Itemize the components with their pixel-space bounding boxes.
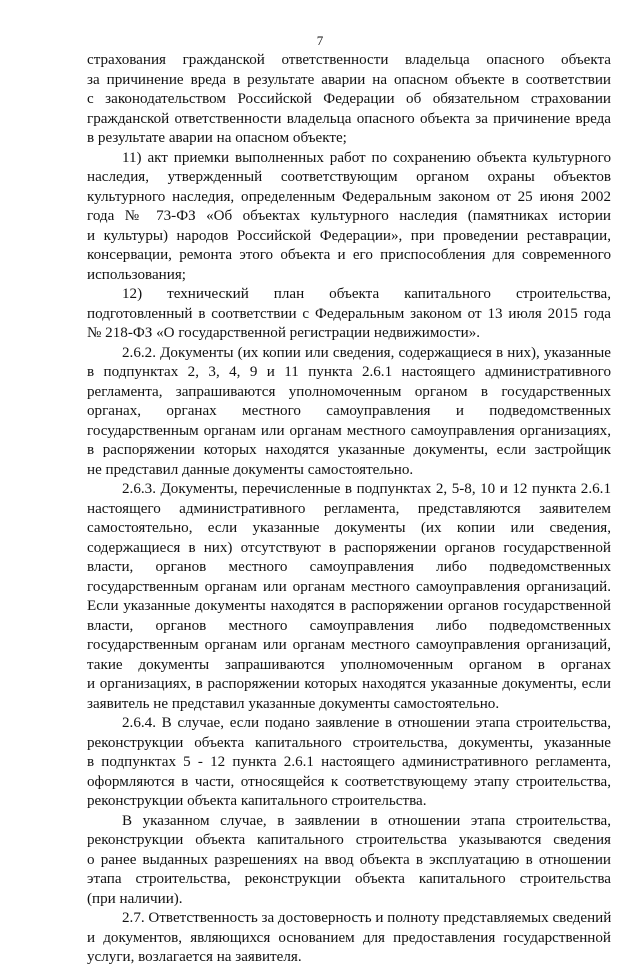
text-line: реконструкции объекта капитального строительства, документы, указанные — [87, 734, 611, 751]
text-line: самостоятельно, если указанные документы (их копии или сведения, — [87, 520, 611, 536]
text-line: консервации, ремонта этого объекта и его приспособления для современного — [87, 247, 611, 263]
text-line: власти, органов местного самоуправления либо подведомственных — [87, 559, 611, 575]
text-line: в подпунктах 2, 3, 4, 9 и 11 пункта 2.6.1 настоящего административного — [87, 364, 611, 380]
text-line: в подпунктах 5 - 12 пункта 2.6.1 настоящего административного регламента, — [87, 754, 611, 770]
text-line: реконструкции объекта капитального строительства. — [87, 793, 427, 809]
text-line: в распоряжении которых находятся указанные документы, если застройщик — [87, 442, 611, 458]
text-line: 11) акт приемки выполненных работ по сохранению объекта культурного — [122, 149, 611, 166]
text-line: органах, органах местного самоуправления и подведомственных — [87, 403, 611, 419]
text-line: настоящего административного регламента, представляются заявителем — [87, 500, 611, 517]
text-line: года № 73-ФЗ «Об объектах культурного наследия (памятниках истории — [87, 208, 611, 224]
text-line: 12) технический план объекта капитального строительства, — [122, 286, 611, 302]
text-line: 2.6.2. Документы (их копии или сведения, содержащиеся в них), указанные — [122, 344, 611, 361]
text-line: в результате аварии на опасном объекте; — [87, 130, 347, 146]
text-line: 2.7. Ответственность за достоверность и полноту представляемых сведений — [122, 910, 612, 926]
text-line: и культуры) народов Российской Федерации», при проведении реставрации, — [87, 227, 611, 244]
text-line: этапа строительства, реконструкции объекта капитального строительства — [87, 871, 611, 887]
text-line: культурного наследия, определенным Федеральным законом от 25 июня 2002 — [87, 188, 611, 205]
text-line: регламента, запрашиваются уполномоченным органом в государственных — [87, 383, 611, 400]
text-line: государственным органам или органам местного самоуправления организациях, — [87, 422, 611, 439]
text-line: В указанном случае, в заявлении в отношении этапа строительства, — [122, 812, 611, 829]
text-line: 2.6.4. В случае, если подано заявление в отношении этапа строительства, — [122, 715, 611, 731]
page-number: 7 — [316, 33, 324, 48]
text-line: страхования гражданской ответственности владельца опасного объекта — [87, 52, 611, 68]
text-line: такие документы запрашиваются уполномоченным органом в органах — [87, 656, 611, 673]
text-line: Если указанные документы находятся в распоряжении органов государственной — [87, 598, 611, 614]
text-line: гражданской ответственности владельца опасного объекта за причинение вреда — [87, 110, 611, 127]
text-line: содержащиеся в них) отсутствуют в распоряжении органов государственной — [87, 539, 611, 556]
text-line: и документов, являющихся основанием для предоставления государственной — [87, 929, 611, 946]
text-line: за причинение вреда в результате аварии на опасном объекте в соответствии — [87, 71, 611, 88]
text-line: (при наличии). — [87, 890, 183, 907]
text-line: подготовленный в соответствии с Федеральным законом от 13 июля 2015 года — [87, 305, 611, 322]
text-line: услуги, возлагается на заявителя. — [87, 949, 302, 965]
text-line: о ранее выданных разрешениях на ввод объекта в эксплуатацию в отношении — [87, 851, 611, 868]
body-text — [87, 51, 611, 968]
text-line: и организациях, в распоряжении которых находятся указанные документы, если — [87, 676, 611, 692]
text-line: наследия, утвержденный соответствующим органом охраны объектов — [87, 169, 611, 185]
text-line: государственным органам или органам местного самоуправления организаций, — [87, 637, 611, 653]
text-line: заявитель не представил указанные документы самостоятельно. — [87, 695, 500, 712]
text-line: оформляются в части, относящейся к соответствующему этапу строительства, — [87, 773, 611, 790]
text-line: № 218-ФЗ «О государственной регистрации недвижимости». — [87, 325, 481, 341]
text-line: реконструкции объекта капитального строительства указываются сведения — [87, 832, 611, 848]
text-line: государственным органам или органам местного самоуправления организаций. — [87, 578, 611, 595]
text-line: власти, органов местного самоуправления либо подведомственных — [87, 617, 611, 634]
text-line: не представил данные документы самостоятельно. — [87, 461, 414, 478]
text-line: с законодательством Российской Федерации об обязательном страховании — [87, 91, 611, 107]
text-line: использования; — [87, 266, 186, 283]
text-line: 2.6.3. Документы, перечисленные в подпунктах 2, 5-8, 10 и 12 пункта 2.6.1 — [122, 481, 611, 497]
